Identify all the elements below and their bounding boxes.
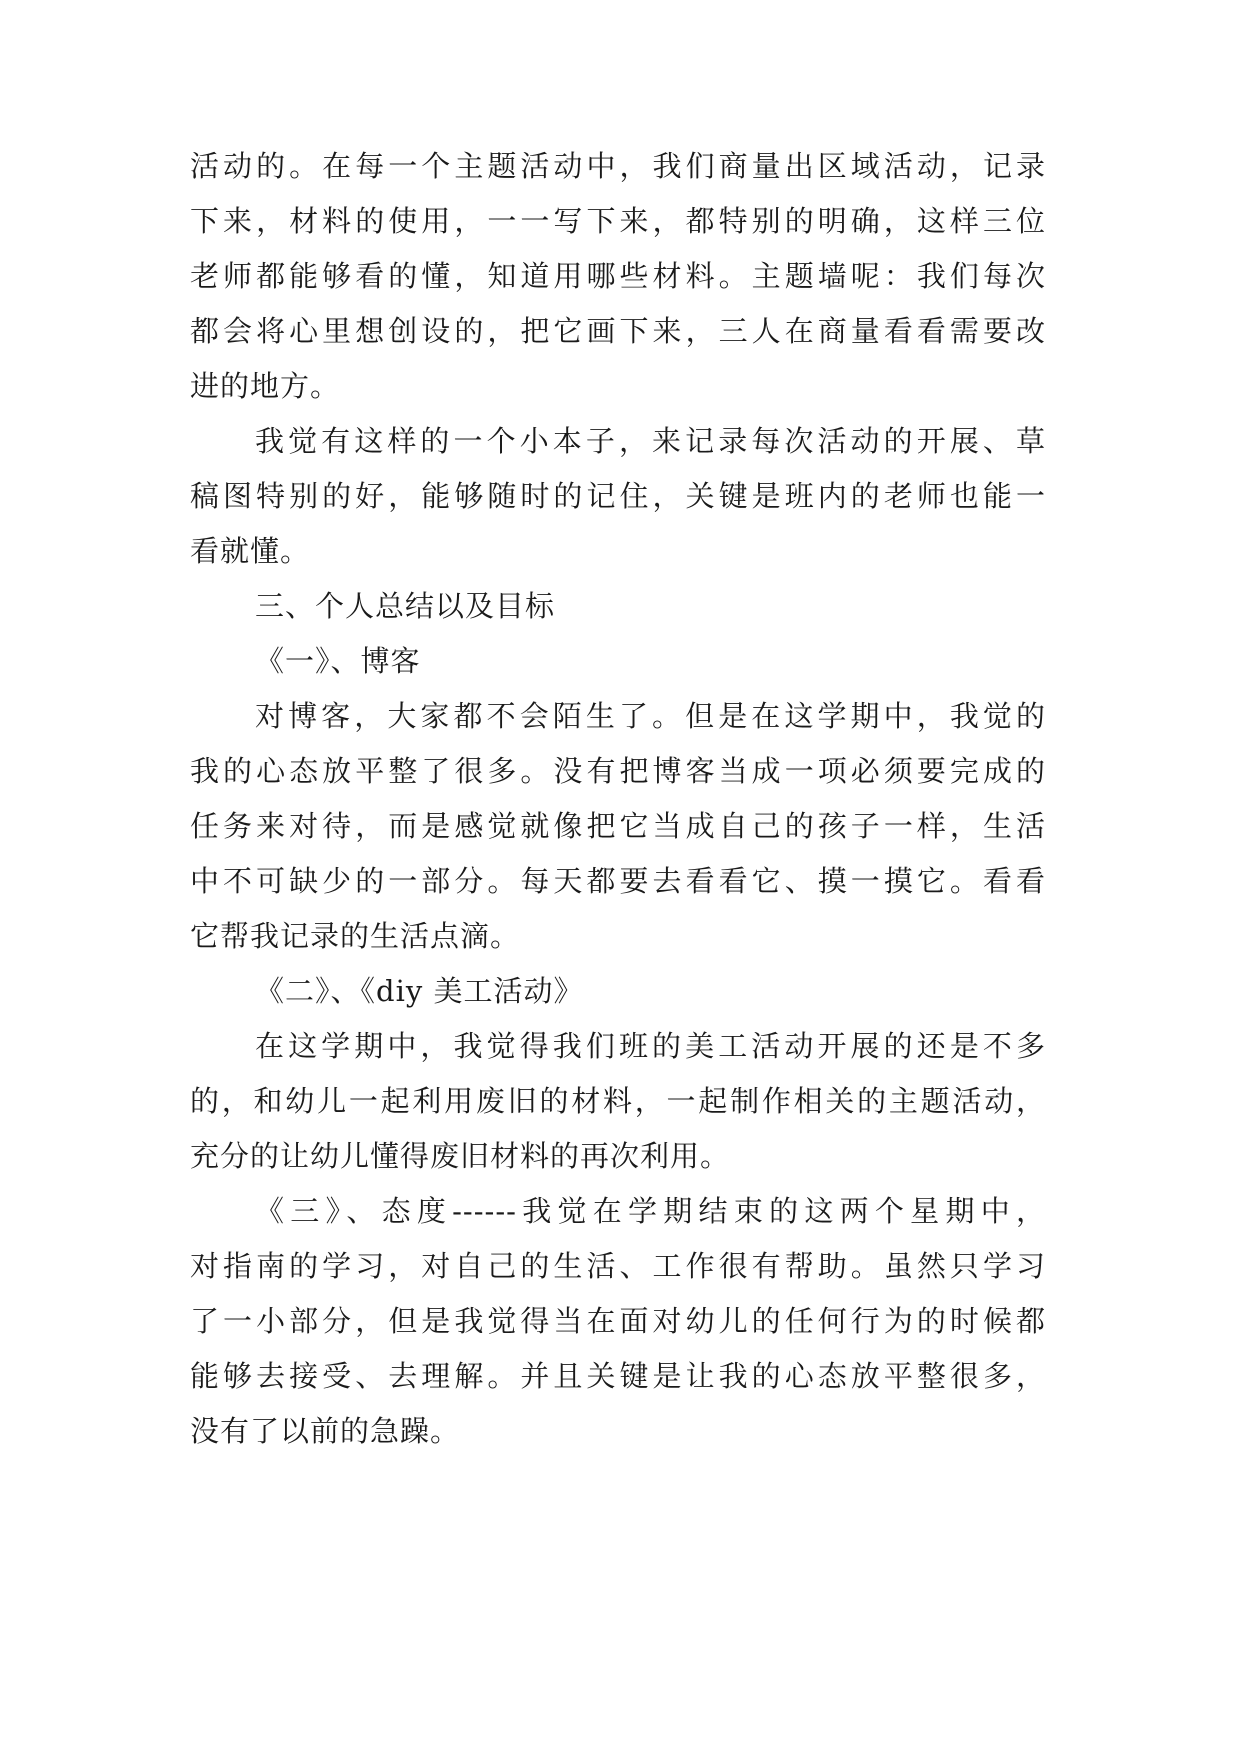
paragraph-line: 没有了以前的急躁。	[190, 1414, 461, 1448]
paragraph-line: 进的地方。	[190, 369, 341, 403]
paragraph-line: 它帮我记录的生活点滴。	[190, 919, 521, 953]
paragraph-line: 稿图特别的好，能够随时的记住，关键是班内的老师也能一	[190, 479, 1046, 513]
paragraph-line: 我的心态放平整了很多。没有把博客当成一项必须要完成的	[190, 754, 1046, 788]
paragraph-line: 对博客，大家都不会陌生了。但是在这学期中，我觉的	[255, 699, 1046, 733]
paragraph-line: 看就懂。	[190, 534, 311, 568]
paragraph-line: 能够去接受、去理解。并且关键是让我的心态放平整很多，	[190, 1359, 1046, 1393]
paragraph-line: 中不可缺少的一部分。每天都要去看看它、摸一摸它。看看	[190, 864, 1046, 898]
paragraph-line: 对指南的学习，对自己的生活、工作很有帮助。虽然只学习	[190, 1249, 1046, 1283]
subsection-heading: 《一》、博客	[255, 644, 421, 678]
paragraph-line: 在这学期中，我觉得我们班的美工活动开展的还是不多	[255, 1029, 1046, 1063]
paragraph-line: 都会将心里想创设的，把它画下来，三人在商量看看需要改	[190, 314, 1046, 348]
paragraph-line: 活动的。在每一个主题活动中，我们商量出区域活动，记录	[190, 149, 1046, 183]
paragraph-line: 下来，材料的使用，一一写下来，都特别的明确，这样三位	[190, 204, 1046, 238]
subsection-heading: 《二》、《diy 美工活动》	[255, 974, 584, 1008]
paragraph-line: 老师都能够看的懂，知道用哪些材料。主题墙呢：我们每次	[190, 259, 1046, 293]
paragraph-line: 了一小部分，但是我觉得当在面对幼儿的任何行为的时候都	[190, 1304, 1046, 1338]
paragraph-line: 《三》、态度------我觉在学期结束的这两个星期中，	[255, 1194, 1046, 1228]
paragraph-line: 充分的让幼儿懂得废旧材料的再次利用。	[190, 1139, 731, 1173]
section-heading: 三、个人总结以及目标	[255, 589, 556, 623]
paragraph-line: 的，和幼儿一起利用废旧的材料，一起制作相关的主题活动，	[190, 1084, 1046, 1118]
paragraph-line: 任务来对待，而是感觉就像把它当成自己的孩子一样，生活	[190, 809, 1046, 843]
paragraph-line: 我觉有这样的一个小本子，来记录每次活动的开展、草	[255, 424, 1046, 458]
